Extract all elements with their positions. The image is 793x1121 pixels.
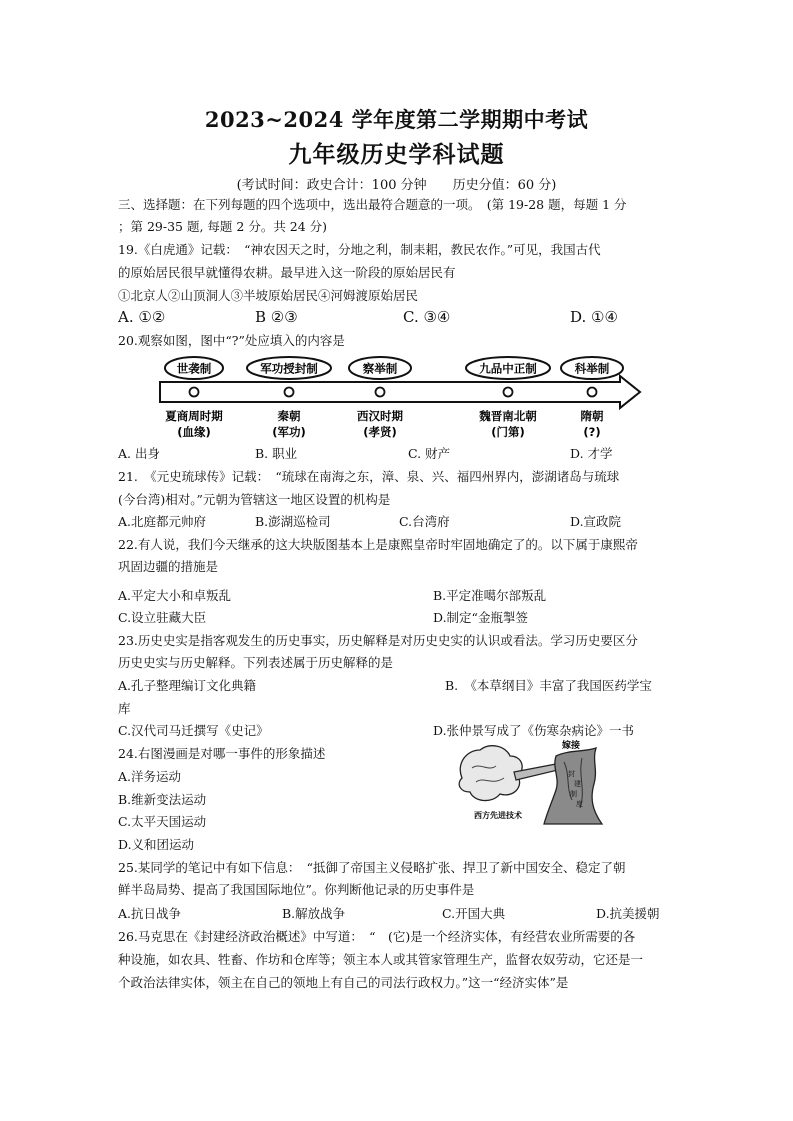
q20-option-a: A. 出身 xyxy=(118,446,160,461)
timeline-system-3 xyxy=(349,357,411,379)
q20-option-d: D. 才学 xyxy=(570,446,613,461)
exam-title: 2023~2024 学年度第二学期期中考试 xyxy=(204,107,589,132)
q26-line2: 种设施，如农具、牲畜、作坊和仓库等；领主本人或其管家管理生产，监督农奴劳动，它还是一 xyxy=(118,952,644,967)
q21-option-a: A.北庭都元帅府 xyxy=(118,514,207,529)
q22-option-a: A.平定大小和卓叛乱 xyxy=(118,588,232,603)
timeline-arrow xyxy=(160,376,640,408)
timeline-period: 秦朝 xyxy=(277,409,301,423)
q23-line2: 历史史实与历史解释。下列表述属于历史解释的是 xyxy=(118,655,394,670)
timeline-period: 夏商周时期 xyxy=(165,409,223,423)
q19-line3: ①北京人②山顶洞人③半坡原始居民④河姆渡原始居民 xyxy=(118,288,419,303)
q23-option-a: A.孔子整理编订文化典籍 xyxy=(118,678,257,693)
q21-line1: 21. 《元史琉球传》记载： “琉球在南海之东，漳、泉、兴、福四州界内，澎湖诸岛与琉球 xyxy=(118,469,620,484)
q25-line1: 25.某同学的笔记中有如下信息： “抵御了帝国主义侵略扩张、捍卫了新中国安全、稳定了朝 xyxy=(118,860,626,875)
q20-timeline-figure xyxy=(158,354,642,450)
q19-option-d: D. ①④ xyxy=(570,308,618,326)
cartoon-trunk-char: 封 xyxy=(568,770,575,778)
cartoon-graft-blob xyxy=(459,746,522,801)
q23-option-b: B. 《本草纲目》丰富了我国医药学宝 xyxy=(445,678,652,693)
timeline-period: 隋朝 xyxy=(580,409,604,423)
cartoon-tree-trunk xyxy=(544,748,602,824)
timeline-period: 魏晋南北朝 xyxy=(479,409,537,423)
q26-line3: 个政治法律实体，领主在自己的领地上有自己的司法行政权力。”这一“经济实体”是 xyxy=(118,975,569,990)
q25-option-b: B.解放战争 xyxy=(282,906,346,921)
cartoon-label-western-tech: 西方先进技术 xyxy=(474,811,522,820)
timeline-basis: (血缘) xyxy=(177,425,211,439)
timeline-system-label: 科举制 xyxy=(574,361,610,376)
timeline-node xyxy=(190,388,199,397)
q22-option-b: B.平定准噶尔部叛乱 xyxy=(433,588,547,603)
q25-option-d: D.抗美援朝 xyxy=(596,906,660,921)
q21-option-c: C.台湾府 xyxy=(399,514,450,529)
q24-option-b: B.维新变法运动 xyxy=(118,792,207,807)
exam-info: (考试时间：政史合计：100 分钟 历史分值：60 分) xyxy=(236,178,557,193)
exam-subject-title: 九年级历史学科试题 xyxy=(288,141,505,168)
timeline-node xyxy=(376,388,385,397)
timeline-basis: (?) xyxy=(583,425,601,439)
q24-stem: 24.右图漫画是对哪一事件的形象描述 xyxy=(118,746,326,761)
q24-cartoon-image xyxy=(452,738,622,828)
q25-option-a: A.抗日战争 xyxy=(118,906,182,921)
timeline-system-4 xyxy=(466,357,550,379)
timeline-system-label: 察举制 xyxy=(362,361,398,376)
q19-option-a: A. ①② xyxy=(118,308,166,326)
timeline-system-2 xyxy=(247,357,331,379)
q20-option-b: B. 职业 xyxy=(255,446,298,461)
q20-stem: 20.观察如图，图中“?”处应填入的内容是 xyxy=(118,333,345,348)
q19-line1: 19.《白虎通》记载： “神农因天之时，分地之利，制耒耜，教民农作。”可见，我国古代 xyxy=(118,242,601,257)
q21-option-b: B.澎湖巡检司 xyxy=(255,514,331,529)
section-instructions-line2: ；第 29-35 题, 每题 2 分。共 24 分) xyxy=(118,219,328,234)
section-instructions-line1: 三、选择题：在下列每题的四个选项中，选出最符合题意的一项。 (第 19-28 题，每题 1 分 xyxy=(118,197,627,212)
cartoon-trunk-char: 度 xyxy=(576,800,583,808)
q25-option-c: C.开国大典 xyxy=(442,906,506,921)
q19-line2: 的原始居民很早就懂得农耕。最早进入这一阶段的原始居民有 xyxy=(118,265,456,280)
q19-option-c: C. ③④ xyxy=(403,308,451,326)
timeline-basis: (军功) xyxy=(272,425,306,439)
q19-option-b: B ②③ xyxy=(255,308,298,326)
timeline-system-label: 世袭制 xyxy=(176,361,212,376)
timeline-system-5 xyxy=(561,357,623,379)
q20-option-c: C. 财产 xyxy=(408,446,451,461)
q22-option-d: D.制定“金瓶掣签 xyxy=(433,610,528,625)
timeline-system-label: 军功授封制 xyxy=(260,361,318,376)
cartoon-trunk-char: 建 xyxy=(574,780,581,788)
q23-option-b-cont: 库 xyxy=(118,701,131,716)
q24-option-a: A.洋务运动 xyxy=(118,769,182,784)
timeline-period: 西汉时期 xyxy=(357,409,403,423)
q21-line2: (今台湾)相对。”元朝为管辖这一地区设置的机构是 xyxy=(118,492,391,507)
timeline-system-label: 九品中正制 xyxy=(479,361,537,376)
timeline-basis: (门第) xyxy=(491,425,525,439)
q24-option-c: C.太平天国运动 xyxy=(118,814,207,829)
timeline-node xyxy=(588,388,597,397)
q21-option-d: D.宣政院 xyxy=(570,514,622,529)
cartoon-label-graft: 嫁接 xyxy=(562,741,581,751)
timeline-node xyxy=(285,388,294,397)
q23-line1: 23.历史史实是指客观发生的历史事实，历史解释是对历史史实的认识或看法。学习历史要区分 xyxy=(118,633,638,648)
q26-line1: 26.马克思在《封建经济政治概述》中写道： “ (它)是一个经济实体，有经营农业所需要的各 xyxy=(118,929,636,944)
timeline-node xyxy=(504,388,513,397)
q23-option-c: C.汉代司马迁撰写《史记》 xyxy=(118,723,269,738)
timeline-system-1 xyxy=(165,357,223,379)
cartoon-trunk-char: 制 xyxy=(570,790,577,798)
q22-option-c: C.设立驻藏大臣 xyxy=(118,610,207,625)
q25-line2: 鲜半岛局势、提高了我国国际地位”。你判断他记录的历史事件是 xyxy=(118,882,475,897)
q22-line1: 22.有人说，我们今天继承的这大块版图基本上是康熙皇帝时牢固地确定了的。以下属于康熙帝 xyxy=(118,537,638,552)
q24-option-d: D.义和团运动 xyxy=(118,837,195,852)
timeline-basis: (孝贤) xyxy=(363,425,397,439)
q23-option-d: D.张仲景写成了《伤寒杂病论》一书 xyxy=(433,723,635,738)
q22-line2: 巩固边疆的措施是 xyxy=(118,559,219,574)
